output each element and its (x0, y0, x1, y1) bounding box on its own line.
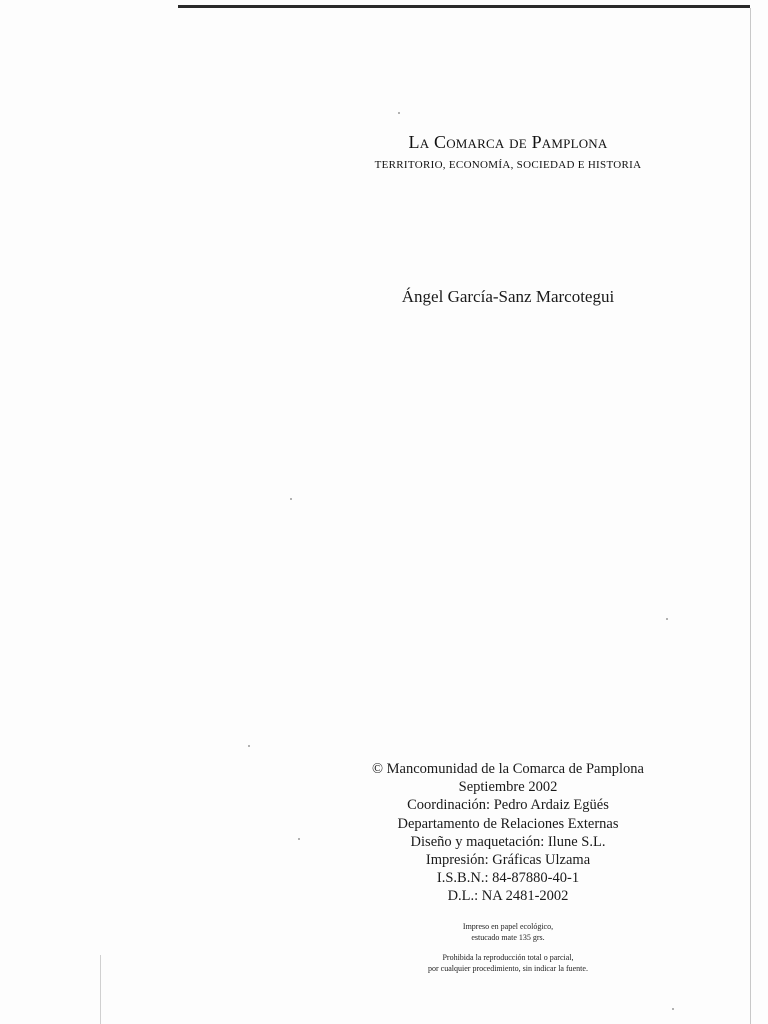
coordination-line: Coordinación: Pedro Ardaiz Egüés (407, 797, 609, 814)
notes-block (300, 921, 716, 983)
rights-note-line: por cualquier procedimiento, sin indicar la fuente. (428, 964, 588, 973)
paper-note (300, 921, 716, 943)
scan-speck (398, 112, 400, 114)
design-line: Diseño y maquetación: Ilune S.L. (410, 833, 606, 850)
copyright-line: © Mancomunidad de la Comarca de Pamplona (372, 761, 644, 777)
page-left-edge (100, 955, 101, 1024)
printing-line: Impresión: Gráficas Ulzama (425, 852, 591, 869)
scan-speck (290, 498, 292, 500)
paper-note-line: estucado mate 135 grs. (471, 933, 545, 942)
scan-speck (666, 618, 668, 620)
page-right-edge (750, 8, 751, 1024)
author-name: Ángel García-Sanz Marcotegui (401, 287, 615, 306)
scan-speck (672, 1008, 674, 1010)
scan-speck (248, 745, 250, 747)
imprint-block (300, 760, 716, 906)
top-rule (178, 5, 750, 8)
department-line: Departamento de Relaciones Externas (397, 815, 619, 832)
isbn-line: I.S.B.N.: 84-87880-40-1 (436, 870, 580, 887)
book-subtitle: TERRITORIO, ECONOMÍA, SOCIEDAD E HISTORIA (374, 159, 642, 171)
rights-note (300, 952, 716, 974)
book-title: La Comarca de Pamplona (408, 132, 608, 152)
publication-date: Septiembre 2002 (458, 779, 558, 796)
legal-deposit-line: D.L.: NA 2481-2002 (447, 888, 569, 905)
rights-note-line: Prohibida la reproducción total o parcial, (442, 953, 574, 962)
paper-note-line: Impreso en papel ecológico, (462, 922, 554, 931)
